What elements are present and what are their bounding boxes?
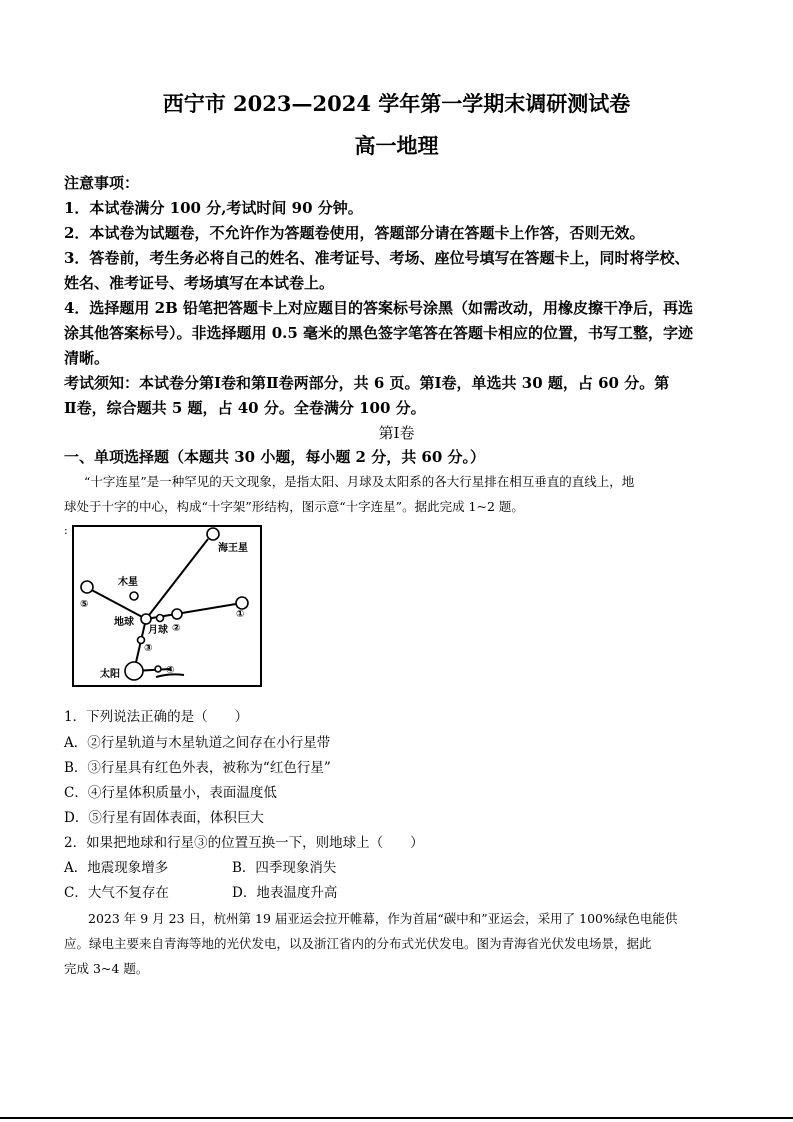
p4-icon <box>155 666 161 672</box>
subject-title: 高一地理 <box>354 133 439 158</box>
intro-line: 球处于十字的中心，构成“十字架”形结构，图示意“十字连星”。据此完成 1~2 题。 <box>64 499 524 514</box>
label-jupiter: 木星 <box>118 577 138 588</box>
colon-mark: : <box>64 524 68 537</box>
note-item: 涂其他答案标号）。非选择题用 0.5 毫米的黑色签字笔答在答题卡相应的位置，书写工整，字迹 <box>64 324 694 342</box>
note-item: 姓名、准考证号、考场填写在本试卷上。 <box>64 274 335 292</box>
question-1-option-a: A．②行星轨道与木星轨道之间存在小行星带 <box>64 735 331 751</box>
question-1-stem: 1．下列说法正确的是（ ） <box>64 709 249 725</box>
question-2-option-c: C．大气不复存在 <box>64 885 169 901</box>
diagram-svg <box>74 527 260 685</box>
label-p5: ⑤ <box>80 599 89 610</box>
volume-heading: 第Ⅰ卷 <box>378 424 415 442</box>
exam-info: Ⅱ卷，综合题共 5 题，占 40 分。全卷满分 100 分。 <box>64 399 426 417</box>
line-earth-neptune <box>146 539 208 619</box>
neptune-icon <box>207 528 219 540</box>
jupiter-icon <box>130 592 138 600</box>
passage-line: 2023 年 9 月 23 日，杭州第 19 届亚运会拉开帷幕，作为首届“碳中和”亚运会，采用了 100%绿色电能供 <box>88 911 678 926</box>
notes-heading: 注意事项： <box>64 174 140 192</box>
part-title: 一、单项选择题（本题共 30 小题，每小题 2 分，共 60 分。） <box>64 448 486 466</box>
question-1-option-b: B．③行星具有红色外表，被称为“红色行星” <box>64 760 331 776</box>
p1-icon <box>236 597 248 609</box>
question-2-stem: 2．如果把地球和行星③的位置互换一下，则地球上（ ） <box>64 835 424 851</box>
intro-line: “十字连星”是一种罕见的天文现象，是指太阳、月球及太阳系的各大行星排在相互垂直的直线上，地 <box>84 474 635 489</box>
question-1-option-c: C．④行星体积质量小，表面温度低 <box>64 785 277 801</box>
label-earth: 地球 <box>114 617 134 628</box>
note-item: 3．答卷前，考生务必将自己的姓名、准考证号、考场、座位号填写在答题卡上，同时将学校、 <box>64 249 690 267</box>
label-p2: ② <box>172 623 181 634</box>
question-1-option-d: D．⑤行星有固体表面，体积巨大 <box>64 810 264 826</box>
label-p1: ① <box>236 609 245 620</box>
note-item: 1．本试卷满分 100 分,考试时间 90 分钟。 <box>64 199 363 217</box>
label-moon: 月球 <box>148 625 168 636</box>
earth-icon <box>141 614 151 624</box>
note-item: 清晰。 <box>64 349 110 367</box>
note-item: 2．本试卷为试题卷，不允许作为答题卷使用，答题部分请在答题卡上作答，否则无效。 <box>64 224 645 242</box>
exam-title: 西宁市 2023—2024 学年第一学期末调研测试卷 <box>162 91 631 116</box>
sun-icon <box>125 662 143 680</box>
p5-icon <box>81 581 93 593</box>
moon-icon <box>157 615 164 622</box>
passage-line: 完成 3~4 题。 <box>64 961 149 976</box>
question-2-option-d: D．地表温度升高 <box>232 885 338 901</box>
line-earth-p5 <box>86 587 146 619</box>
p2-icon <box>172 609 182 619</box>
label-sun: 太阳 <box>100 669 120 680</box>
label-p3: ③ <box>144 643 153 654</box>
question-2-option-a: A．地震现象增多 <box>64 860 169 876</box>
note-item: 4．选择题用 2B 铅笔把答题卡上对应题目的答案标号涂黑（如需改动，用橡皮擦干净后，再选 <box>64 299 694 317</box>
page-bottom-rule <box>0 1117 793 1119</box>
label-p4: ④ <box>166 665 175 676</box>
cross-planet-diagram <box>72 525 262 687</box>
passage-line: 应。绿电主要来自青海等地的光伏发电，以及浙江省内的分布式光伏发电。图为青海省光伏发电场景，据此 <box>64 936 652 951</box>
exam-info: 考试须知：本试卷分第Ⅰ卷和第Ⅱ卷两部分，共 6 页。第Ⅰ卷，单选共 30 题，占 60 分。第 <box>64 374 670 392</box>
label-neptune: 海王星 <box>218 543 248 554</box>
question-2-option-b: B．四季现象消失 <box>232 860 337 876</box>
